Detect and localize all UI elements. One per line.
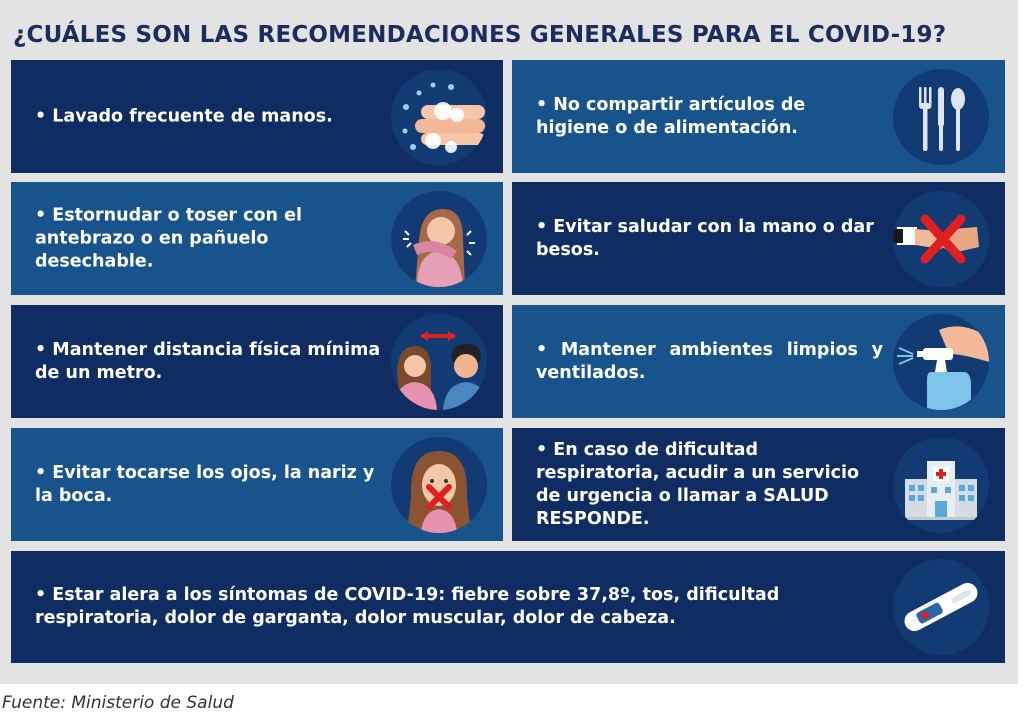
handwashing-icon [391, 69, 487, 165]
spray-bottle-icon [893, 314, 989, 410]
page-title: ¿CUÁLES SON LAS RECOMENDACIONES GENERALES PARA EL COVID-19? [13, 22, 947, 48]
no-handshake-icon [893, 191, 989, 287]
recommendation-text: • Lavado frecuente de manos. [35, 106, 333, 126]
recommendation-text: • Estar alera a los síntomas de COVID-19: fiebre sobre 37,8º, tos, dificultad respiratoria, dolor de garganta, dolor muscular, dolor de cabeza. [35, 585, 780, 628]
recommendation-card [11, 182, 503, 295]
recommendation-card [512, 428, 1005, 541]
recommendation-card [512, 305, 1005, 418]
recommendation-card [512, 60, 1005, 173]
cutlery-icon [893, 69, 989, 165]
recommendation-text: • En caso de dificultad respiratoria, acudir a un servicio de urgencia o llamar a SALUD RESPONDE. [536, 439, 859, 529]
distance-icon [391, 314, 487, 410]
hospital-icon [893, 437, 989, 533]
recommendation-card [11, 428, 503, 541]
source-caption: Fuente: Ministerio de Salud [2, 693, 234, 713]
recommendation-text: • Mantener ambientes limpios y ventilados. [536, 339, 883, 383]
recommendation-text: • No compartir artículos de higiene o de alimentación. [536, 94, 806, 138]
recommendation-card [11, 60, 503, 173]
recommendation-card [11, 551, 1005, 663]
recommendation-text: • Evitar tocarse los ojos, la nariz y la boca. [35, 462, 375, 506]
recommendation-text: • Evitar saludar con la mano o dar besos. [536, 216, 874, 260]
thermometer-icon [893, 559, 989, 655]
sneeze-icon [391, 191, 487, 287]
recommendation-card [512, 182, 1005, 295]
no-face-touch-icon [391, 437, 487, 533]
recommendation-card [11, 305, 503, 418]
recommendation-text: • Estornudar o toser con el antebrazo o en pañuelo desechable. [35, 205, 302, 271]
recommendation-text: • Mantener distancia física mínima de un metro. [35, 339, 381, 383]
